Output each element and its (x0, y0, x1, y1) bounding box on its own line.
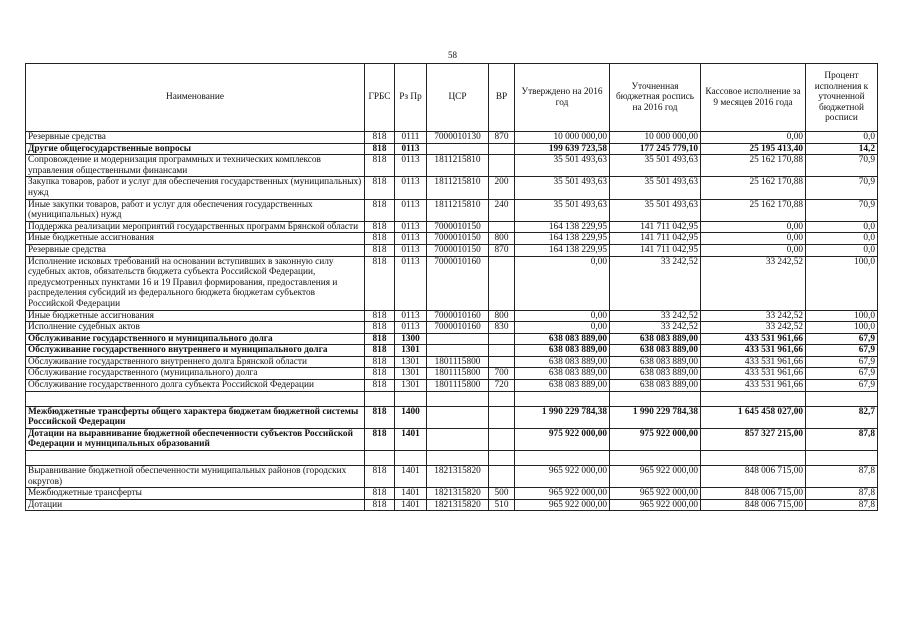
cell-vr (489, 256, 515, 310)
cell-name: Исполнение исковых требований на основании вступивших в законную силу судебных актов, обязательств бюджета субъекта Российской Федерации, предусмотренных пунктами 16 и 19 Правил формирования, предоставления и распределения субсидий из федерального бюджета бюджетам субъектов Российской Федерации (26, 256, 365, 310)
cell-vr: 800 (489, 310, 515, 322)
cell-rzpr: 0113 (395, 155, 427, 177)
cell-grbs: 818 (365, 199, 395, 221)
cell-grbs: 818 (365, 406, 395, 428)
cell-csr: 7000010160 (427, 322, 489, 334)
cell-vr: 240 (489, 199, 515, 221)
cell-name: Иные закупки товаров, работ и услуг для обеспечения государственных (муниципальных) нужд (26, 199, 365, 221)
cell-csr: 1811215810 (427, 199, 489, 221)
cell-vr (489, 406, 515, 428)
cell-rzpr: 0113 (395, 322, 427, 334)
cell-rzpr: 0113 (395, 177, 427, 199)
cell-approved: 975 922 000,00 (515, 428, 610, 450)
table-row (26, 368, 878, 380)
cell-cash: 0,00 (701, 132, 806, 144)
cell-rzpr: 1301 (395, 356, 427, 368)
cell-grbs: 818 (365, 428, 395, 450)
cell-approved: 164 138 229,95 (515, 221, 610, 233)
cell-name: Исполнение судебных актов (26, 322, 365, 334)
cell-name: Обслуживание государственного и муниципального долга (26, 333, 365, 345)
cell-name: Дотации (26, 499, 365, 511)
cell-refined: 10 000 000,00 (610, 132, 701, 144)
cell-approved (515, 391, 610, 406)
cell-vr (489, 333, 515, 345)
cell-approved: 35 501 493,63 (515, 199, 610, 221)
table-row (26, 499, 878, 511)
cell-vr (489, 155, 515, 177)
cell-percent (806, 391, 878, 406)
cell-csr (427, 428, 489, 450)
cell-vr: 500 (489, 488, 515, 500)
cell-grbs: 818 (365, 233, 395, 245)
cell-csr (427, 391, 489, 406)
cell-approved: 164 138 229,95 (515, 233, 610, 245)
cell-cash: 433 531 961,66 (701, 368, 806, 380)
cell-refined: 33 242,52 (610, 310, 701, 322)
cell-approved: 638 083 889,00 (515, 356, 610, 368)
cell-percent: 0,0 (806, 244, 878, 256)
cell-cash (701, 451, 806, 466)
cell-csr: 1801115800 (427, 356, 489, 368)
cell-percent: 67,9 (806, 356, 878, 368)
cell-csr: 1801115800 (427, 380, 489, 392)
cell-grbs: 818 (365, 368, 395, 380)
cell-name: Поддержка реализации мероприятий государственных программ Брянской области (26, 221, 365, 233)
cell-percent: 70,9 (806, 155, 878, 177)
cell-percent: 100,0 (806, 256, 878, 310)
table-row (26, 466, 878, 488)
cell-cash: 1 645 458 027,00 (701, 406, 806, 428)
cell-cash: 25 162 170,88 (701, 199, 806, 221)
cell-vr (489, 221, 515, 233)
cell-refined: 638 083 889,00 (610, 345, 701, 357)
cell-refined: 638 083 889,00 (610, 356, 701, 368)
cell-rzpr: 0113 (395, 310, 427, 322)
cell-rzpr: 1301 (395, 380, 427, 392)
cell-grbs: 818 (365, 499, 395, 511)
cell-rzpr: 0113 (395, 221, 427, 233)
cell-cash: 433 531 961,66 (701, 345, 806, 357)
table-row (26, 199, 878, 221)
table-row (26, 155, 878, 177)
cell-csr: 7000010150 (427, 244, 489, 256)
cell-refined: 638 083 889,00 (610, 368, 701, 380)
page-number: 58 (448, 50, 457, 60)
cell-refined (610, 451, 701, 466)
cell-approved: 0,00 (515, 256, 610, 310)
cell-rzpr: 1301 (395, 345, 427, 357)
cell-cash: 33 242,52 (701, 322, 806, 334)
cell-vr (489, 451, 515, 466)
cell-vr (489, 345, 515, 357)
table-row (26, 451, 878, 466)
cell-csr: 1811215810 (427, 155, 489, 177)
cell-grbs: 818 (365, 155, 395, 177)
cell-percent: 67,9 (806, 345, 878, 357)
table-row (26, 322, 878, 334)
cell-refined (610, 391, 701, 406)
table-row (26, 488, 878, 500)
cell-percent: 70,9 (806, 199, 878, 221)
cell-csr (427, 143, 489, 155)
cell-rzpr: 1300 (395, 333, 427, 345)
cell-rzpr: 0113 (395, 199, 427, 221)
cell-vr: 720 (489, 380, 515, 392)
header-percent: Процент исполнения к уточненной бюджетной росписи (806, 64, 878, 132)
cell-name: Закупка товаров, работ и услуг для обеспечения государственных (муниципальных) нужд (26, 177, 365, 199)
cell-grbs: 818 (365, 310, 395, 322)
cell-rzpr (395, 451, 427, 466)
cell-vr (489, 466, 515, 488)
cell-csr (427, 333, 489, 345)
cell-vr (489, 391, 515, 406)
cell-csr: 7000010130 (427, 132, 489, 144)
cell-vr (489, 356, 515, 368)
cell-cash: 433 531 961,66 (701, 380, 806, 392)
cell-percent: 67,9 (806, 368, 878, 380)
cell-cash: 33 242,52 (701, 256, 806, 310)
cell-refined: 141 711 042,95 (610, 221, 701, 233)
cell-cash: 433 531 961,66 (701, 356, 806, 368)
cell-grbs (365, 451, 395, 466)
cell-grbs: 818 (365, 143, 395, 155)
cell-csr: 7000010150 (427, 221, 489, 233)
cell-approved: 965 922 000,00 (515, 466, 610, 488)
header-vr: ВР (489, 64, 515, 132)
cell-name: Сопровождение и модернизация программных и технических комплексов управления общественными финансами (26, 155, 365, 177)
cell-approved (515, 451, 610, 466)
cell-refined: 638 083 889,00 (610, 333, 701, 345)
header-csr: ЦСР (427, 64, 489, 132)
cell-percent: 70,9 (806, 177, 878, 199)
cell-name: Дотации на выравнивание бюджетной обеспеченности субъектов Российской Федерации и муниципальных образований (26, 428, 365, 450)
cell-vr: 200 (489, 177, 515, 199)
table-row (26, 310, 878, 322)
cell-percent: 67,9 (806, 380, 878, 392)
cell-name: Обслуживание государственного (муниципального) долга (26, 368, 365, 380)
cell-cash: 857 327 215,00 (701, 428, 806, 450)
cell-percent: 87,8 (806, 466, 878, 488)
cell-vr: 870 (489, 244, 515, 256)
table-row (26, 256, 878, 310)
cell-refined: 33 242,52 (610, 322, 701, 334)
cell-name: Межбюджетные трансферты (26, 488, 365, 500)
cell-approved: 638 083 889,00 (515, 380, 610, 392)
table-row (26, 177, 878, 199)
cell-approved: 965 922 000,00 (515, 488, 610, 500)
table-row (26, 380, 878, 392)
cell-name: Резервные средства (26, 244, 365, 256)
table-body (26, 132, 878, 511)
cell-percent: 82,7 (806, 406, 878, 428)
cell-cash: 25 162 170,88 (701, 177, 806, 199)
cell-csr (427, 345, 489, 357)
cell-grbs: 818 (365, 322, 395, 334)
cell-cash: 0,00 (701, 233, 806, 245)
header-grbs: ГРБС (365, 64, 395, 132)
cell-refined: 141 711 042,95 (610, 244, 701, 256)
cell-csr: 1801115800 (427, 368, 489, 380)
cell-name: Обслуживание государственного долга субъекта Российской Федерации (26, 380, 365, 392)
cell-grbs: 818 (365, 256, 395, 310)
header-name: Наименование (26, 64, 365, 132)
cell-approved: 199 639 723,58 (515, 143, 610, 155)
cell-approved: 0,00 (515, 310, 610, 322)
cell-grbs: 818 (365, 380, 395, 392)
cell-percent: 14,2 (806, 143, 878, 155)
cell-csr: 1821315820 (427, 488, 489, 500)
cell-approved: 638 083 889,00 (515, 368, 610, 380)
cell-refined: 35 501 493,63 (610, 199, 701, 221)
cell-percent: 0,0 (806, 233, 878, 245)
cell-cash: 848 006 715,00 (701, 488, 806, 500)
cell-cash: 25 195 413,40 (701, 143, 806, 155)
cell-name: Иные бюджетные ассигнования (26, 233, 365, 245)
cell-rzpr: 1400 (395, 406, 427, 428)
cell-grbs: 818 (365, 177, 395, 199)
header-refined: Уточненная бюджетная роспись на 2016 год (610, 64, 701, 132)
cell-refined: 141 711 042,95 (610, 233, 701, 245)
cell-grbs: 818 (365, 488, 395, 500)
cell-refined: 975 922 000,00 (610, 428, 701, 450)
cell-rzpr: 1401 (395, 488, 427, 500)
header-cash: Кассовое исполнение за 9 месяцев 2016 года (701, 64, 806, 132)
table-row (26, 428, 878, 450)
cell-rzpr (395, 391, 427, 406)
cell-csr: 1811215810 (427, 177, 489, 199)
cell-vr: 870 (489, 132, 515, 144)
cell-vr (489, 143, 515, 155)
cell-approved: 965 922 000,00 (515, 499, 610, 511)
cell-rzpr: 0113 (395, 244, 427, 256)
header-approved: Утверждено на 2016 год (515, 64, 610, 132)
cell-name: Обслуживание государственного внутреннего долга Брянской области (26, 356, 365, 368)
cell-grbs: 818 (365, 345, 395, 357)
cell-grbs: 818 (365, 466, 395, 488)
cell-grbs: 818 (365, 356, 395, 368)
cell-refined: 177 245 779,10 (610, 143, 701, 155)
cell-refined: 1 990 229 784,38 (610, 406, 701, 428)
cell-rzpr: 1401 (395, 466, 427, 488)
cell-cash: 0,00 (701, 221, 806, 233)
cell-name: Резервные средства (26, 132, 365, 144)
cell-refined: 965 922 000,00 (610, 466, 701, 488)
cell-percent: 87,8 (806, 499, 878, 511)
cell-vr: 830 (489, 322, 515, 334)
cell-approved: 35 501 493,63 (515, 177, 610, 199)
table-row (26, 233, 878, 245)
cell-csr (427, 406, 489, 428)
cell-name (26, 391, 365, 406)
cell-approved: 35 501 493,63 (515, 155, 610, 177)
cell-grbs: 818 (365, 333, 395, 345)
cell-csr (427, 451, 489, 466)
cell-vr: 700 (489, 368, 515, 380)
cell-cash: 433 531 961,66 (701, 333, 806, 345)
table-row (26, 356, 878, 368)
cell-percent: 100,0 (806, 322, 878, 334)
cell-grbs (365, 391, 395, 406)
cell-vr: 510 (489, 499, 515, 511)
cell-percent: 0,0 (806, 132, 878, 144)
cell-csr: 7000010150 (427, 233, 489, 245)
cell-grbs: 818 (365, 132, 395, 144)
cell-rzpr: 1401 (395, 499, 427, 511)
cell-refined: 35 501 493,63 (610, 155, 701, 177)
table-header-row (26, 64, 878, 132)
cell-approved: 0,00 (515, 322, 610, 334)
cell-grbs: 818 (365, 244, 395, 256)
cell-name: Межбюджетные трансферты общего характера бюджетам бюджетной системы Российской Федерации (26, 406, 365, 428)
cell-percent: 100,0 (806, 310, 878, 322)
cell-approved: 638 083 889,00 (515, 345, 610, 357)
table-row (26, 132, 878, 144)
cell-csr: 1821315820 (427, 466, 489, 488)
cell-percent: 0,0 (806, 221, 878, 233)
cell-approved: 164 138 229,95 (515, 244, 610, 256)
cell-approved: 10 000 000,00 (515, 132, 610, 144)
cell-vr: 800 (489, 233, 515, 245)
cell-refined: 965 922 000,00 (610, 499, 701, 511)
budget-table (25, 63, 878, 511)
cell-cash (701, 391, 806, 406)
cell-name: Иные бюджетные ассигнования (26, 310, 365, 322)
cell-rzpr: 0113 (395, 256, 427, 310)
cell-approved: 638 083 889,00 (515, 333, 610, 345)
table-row (26, 244, 878, 256)
cell-name: Обслуживание государственного внутреннего и муниципального долга (26, 345, 365, 357)
cell-percent (806, 451, 878, 466)
cell-refined: 965 922 000,00 (610, 488, 701, 500)
cell-cash: 25 162 170,88 (701, 155, 806, 177)
table-row (26, 333, 878, 345)
cell-rzpr: 0113 (395, 143, 427, 155)
cell-cash: 33 242,52 (701, 310, 806, 322)
cell-grbs: 818 (365, 221, 395, 233)
cell-name: Другие общегосударственные вопросы (26, 143, 365, 155)
cell-vr (489, 428, 515, 450)
cell-refined: 638 083 889,00 (610, 380, 701, 392)
cell-refined: 35 501 493,63 (610, 177, 701, 199)
cell-cash: 848 006 715,00 (701, 499, 806, 511)
cell-rzpr: 1401 (395, 428, 427, 450)
cell-csr: 1821315820 (427, 499, 489, 511)
cell-refined: 33 242,52 (610, 256, 701, 310)
cell-percent: 67,9 (806, 333, 878, 345)
cell-percent: 87,8 (806, 488, 878, 500)
table-row (26, 345, 878, 357)
cell-csr: 7000010160 (427, 256, 489, 310)
cell-cash: 0,00 (701, 244, 806, 256)
table-row (26, 406, 878, 428)
cell-cash: 848 006 715,00 (701, 466, 806, 488)
table-row (26, 391, 878, 406)
cell-rzpr: 1301 (395, 368, 427, 380)
cell-rzpr: 0113 (395, 233, 427, 245)
table-row (26, 221, 878, 233)
cell-csr: 7000010160 (427, 310, 489, 322)
cell-name: Выравнивание бюджетной обеспеченности муниципальных районов (городских округов) (26, 466, 365, 488)
table-row (26, 143, 878, 155)
cell-percent: 87,8 (806, 428, 878, 450)
cell-approved: 1 990 229 784,38 (515, 406, 610, 428)
header-rzpr: Рз Пр (395, 64, 427, 132)
cell-name (26, 451, 365, 466)
cell-rzpr: 0111 (395, 132, 427, 144)
